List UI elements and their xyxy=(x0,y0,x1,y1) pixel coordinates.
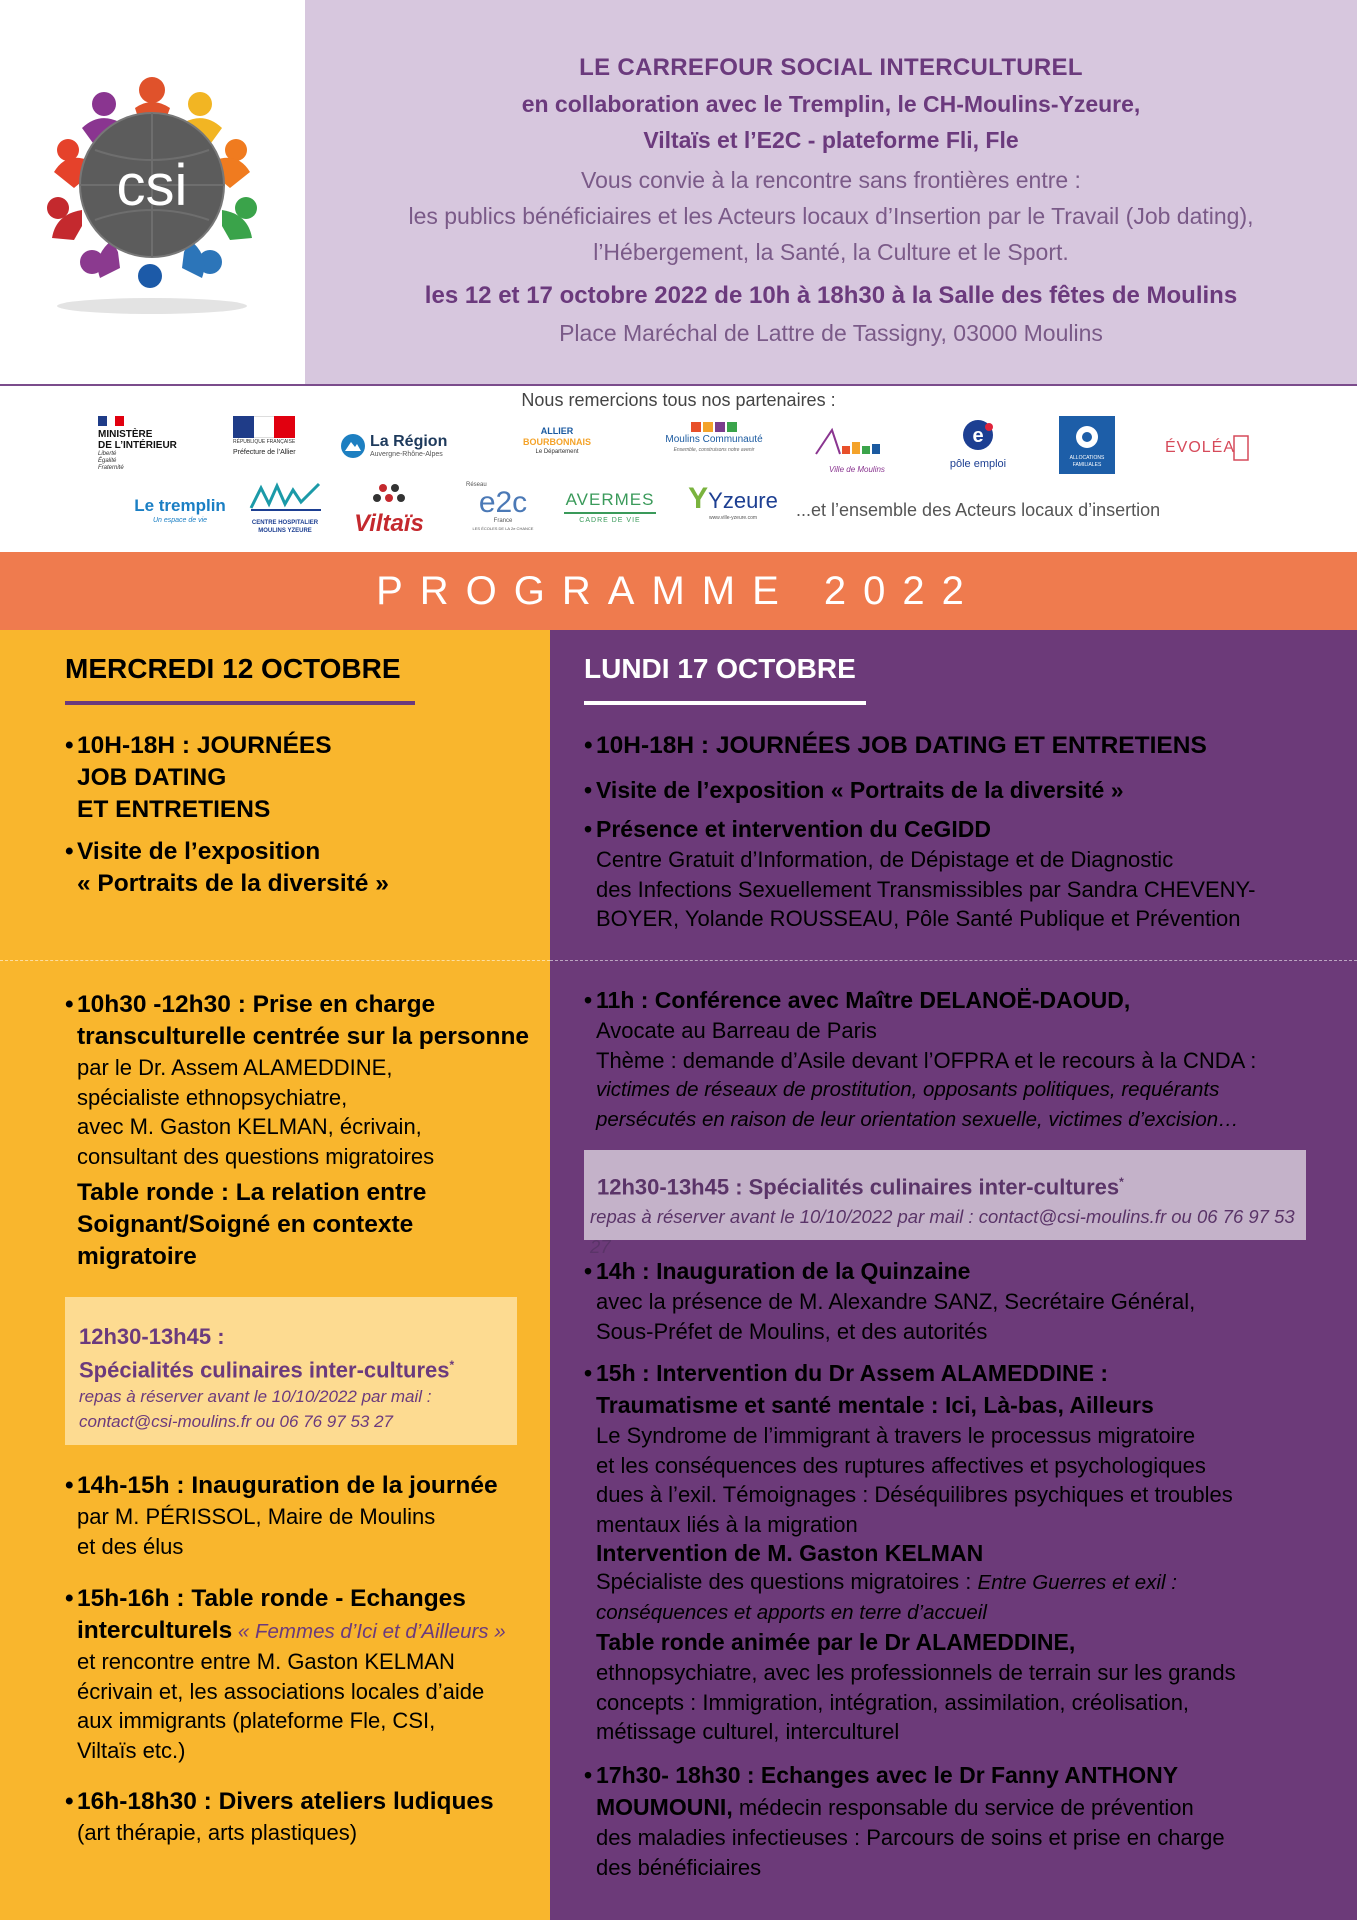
invite-line-3: l’Hébergement, la Santé, la Culture et le Sport. xyxy=(593,239,1069,265)
collab-line-2: Viltaïs et l’E2C - plateforme Fli, Fle xyxy=(643,127,1019,153)
left-separator xyxy=(0,960,550,961)
logo-caf: ALLOCATIONS FAMILIALES xyxy=(1059,416,1115,474)
partners-more-text: ...et l’ensemble des Acteurs locaux d’insertion xyxy=(796,500,1161,520)
right-item-cegidd: • Présence et intervention du CeGIDD Centre Gratuit d’Information, de Dépistage et de Diagnostic des Infections Sexuellement Transmissibles par Sandra CHEVENY- BOYER, Yolande ROUSSEAU, Pôle Santé Publique et Prévention xyxy=(584,816,1256,931)
invite-line-1: Vous convie à la rencontre sans frontières entre : xyxy=(581,167,1081,193)
header xyxy=(0,0,1357,384)
wednesday-underline xyxy=(65,701,415,705)
logo-viltais: Viltaïs xyxy=(344,482,434,536)
right-item-anthony: • 17h30- 18h30 : Echanges avec le Dr Fanny ANTHONY MOUMOUNI, médecin responsable du service de prévention des maladies infectieuses : Parcours de soins et prise en charge des bénéficiaires xyxy=(584,1762,1225,1880)
left-item-table-ronde: • 15h-16h : Table ronde - Echanges interculturels « Femmes d’Ici et d’Ailleurs » et rencontre entre M. Gaston KELMAN écrivain et, les associations locales d’aide aux immigrants (plateforme Fle, CSI, Viltaïs etc.) xyxy=(65,1585,506,1763)
partners-section xyxy=(0,386,1357,552)
programme-banner xyxy=(0,552,1357,630)
table-ronde-title: Table ronde : La relation entre xyxy=(77,1179,427,1206)
left-item-ateliers: • 16h-18h30 : Divers ateliers ludiques (art thérapie, arts plastiques) xyxy=(65,1788,494,1845)
logo-centre-hospitalier: CENTRE HOSPITALIER MOULINS YZEURE xyxy=(245,480,325,538)
logo-pole-emploi: e pôle emploi xyxy=(938,418,1018,474)
csi-logo xyxy=(0,0,305,384)
left-item-inauguration: • 14h-15h : Inauguration de la journée par M. PÉRISSOL, Maire de Moulins et des élus xyxy=(65,1472,498,1559)
partners-title: Nous remercions tous nos partenaires : xyxy=(521,390,836,410)
logo-ville-moulins: Ville de Moulins xyxy=(812,424,902,470)
right-item-exposition: • Visite de l’exposition « Portraits de la diversité » xyxy=(584,777,1124,803)
svg-text:e: e xyxy=(972,425,984,447)
right-culinary-box: 12h30-13h45 : Spécialités culinaires inter-cultures* repas à réserver avant le 10/10/2022 par mail : contact@csi-moulins.fr ou 06 76 97 53 27 xyxy=(584,1150,1306,1240)
right-item-job-dating: • 10H-18H : JOURNÉES JOB DATING ET ENTRETIENS xyxy=(584,732,1207,759)
logo-tremplin: Le tremplin Un espace de vie xyxy=(134,496,226,524)
logo-evolea: ÉVOLÉA xyxy=(1158,430,1258,466)
logo-moulins-communaute: Moulins Communauté Ensemble, construisons notre avenir xyxy=(658,422,770,470)
right-item-conference: • 11h : Conférence avec Maître DELANOË-DAOUD, Avocate au Barreau de Paris Thème : demande d’Asile devant l’OFPRA et le recours à la CNDA : victimes de réseaux de prostitution, opposants politiques, requérants persécutés en raison de leur orientation sexuelle, victimes d’excision… xyxy=(584,987,1257,1131)
logo-allier-bourbonnais: ALLIER BOURBONNAIS Le Département xyxy=(522,426,591,455)
left-item-prise-en-charge: • 10h30 -12h30 : Prise en charge transculturelle centrée sur la personne par le Dr. Assem ALAMEDDINE, spécialiste ethnopsychiatre, avec M. Gaston KELMAN, écrivain, consultant des questions migratoires Table ronde : La relation entre Soignant/Soigné en contexte migratoire xyxy=(65,989,545,1273)
logo-yzeure: Y Yzeure www.ville-yzeure.com xyxy=(688,482,778,521)
left-item-job-dating: • 10H-18H : JOURNÉES JOB DATING ET ENTRETIENS xyxy=(65,732,332,823)
svg-text:csi: csi xyxy=(116,153,188,218)
header-panel xyxy=(305,0,1357,384)
programme-title: PROGRAMME 2022 xyxy=(376,569,981,613)
monday-heading: LUNDI 17 OCTOBRE xyxy=(584,653,856,684)
collab-line-1: en collaboration avec le Tremplin, le CH-Moulins-Yzeure, xyxy=(521,91,1141,117)
invite-line-2: les publics bénéficiaires et les Acteurs locaux d’Insertion par le Travail (Job dating), xyxy=(408,203,1254,229)
right-item-alameddine: • 15h : Intervention du Dr Assem ALAMEDDINE : Traumatisme et santé mentale : Ici, Là-bas, Ailleurs Le Syndrome de l’immigrant à travers le processus migratoire et les conséquences des ruptures affectives et psychologiques dues à l’exil. Témoignages : Déséquilibres psychiques et troubles mentaux liés à la migration Intervention de M. Gaston KELMAN Spécialiste des questions migratoires : Entre Guerres et exil : conséquences et apports en terre d’accueil Table ronde animée par le Dr ALAMEDDINE, ethnopsychiatre, avec les professionnels de terrain sur les grands concepts : Immigration, intégration, assimilation, créolisation, métissage culturel, interculturel xyxy=(584,1360,1236,1744)
logo-region: La Région Auvergne-Rhône-Alpes xyxy=(340,426,465,466)
logo-prefecture-allier: RÉPUBLIQUE FRANÇAISE Préfecture de l’Allier xyxy=(233,416,313,474)
event-dates: les 12 et 17 octobre 2022 de 10h à 18h30 à la Salle des fêtes de Moulins xyxy=(424,282,1238,309)
left-culinary-box: 12h30-13h45 : Spécialités culinaires inter-cultures* repas à réserver avant le 10/10/2022 par mail : contact@csi-moulins.fr ou 06 76 97 53 27 xyxy=(65,1297,517,1445)
logo-e2c: Réseau e2c France LES ÉCOLES DE LA 2e CHANCE xyxy=(466,482,534,531)
logo-ministere-interieur: MINISTÈRE DE L’INTÉRIEUR Liberté Égalité Fraternité xyxy=(98,416,188,474)
left-item-exposition: • Visite de l’exposition « Portraits de la diversité » xyxy=(65,838,389,897)
organizer-title: LE CARREFOUR SOCIAL INTERCULTUREL xyxy=(579,54,1083,81)
event-place: Place Maréchal de Lattre de Tassigny, 03000 Moulins xyxy=(559,320,1103,346)
monday-underline xyxy=(584,701,866,705)
right-item-inauguration: • 14h : Inauguration de la Quinzaine avec la présence de M. Alexandre SANZ, Secrétaire Général, Sous-Préfet de Moulins, et des autorités xyxy=(584,1258,1196,1344)
right-separator xyxy=(550,960,1357,961)
logo-avermes: AVERMES CADRE DE VIE xyxy=(565,490,655,524)
wednesday-heading: MERCREDI 12 OCTOBRE xyxy=(65,653,401,684)
